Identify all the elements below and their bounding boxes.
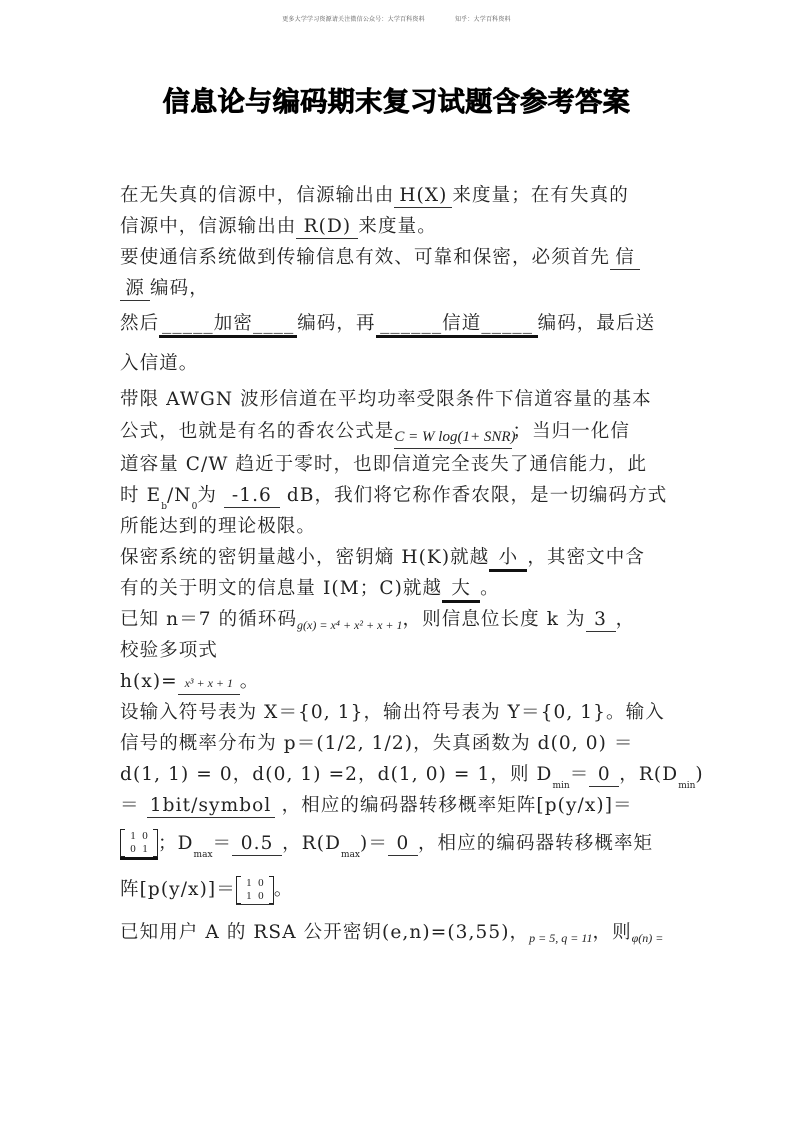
q6-line-3 [120, 759, 704, 791]
q6-answer-dmax: 0.5 [232, 833, 282, 856]
matrix-cell: 1 [246, 889, 252, 902]
q1-text: 信源中，信源输出由 [120, 216, 297, 237]
q4-text: 有的关于明文的信息量 I(M；C)就越 [120, 578, 443, 599]
q5-line-2 [120, 635, 676, 666]
q2-line-4 [120, 344, 676, 384]
q6-line-5 [120, 821, 676, 867]
q2-answer-blank-2: _____加密____ [159, 313, 297, 338]
matrix-cell: 0 [130, 842, 136, 855]
q3-line-3 [120, 449, 676, 480]
q2-text: 编码， [150, 278, 209, 299]
q2-text: 然后 [120, 313, 160, 334]
euler-phi: φ(n) = [631, 931, 664, 945]
q1-line-2 [120, 211, 676, 242]
q2-line-2 [120, 273, 676, 304]
q5-line-1 [120, 604, 676, 635]
q5-text: 校验多项式 [120, 640, 219, 661]
q6-answer-rdmin: 1bit/symbol [147, 795, 275, 818]
q2-text: 编码，最后送 [537, 313, 656, 334]
q6-text: ＝ [212, 833, 233, 854]
q1-answer-blank-2: R(D) [296, 216, 358, 239]
q3-text: 为 [197, 485, 217, 506]
q3-text: 所能达到的理论极限。 [120, 516, 317, 537]
q1-answer-blank-1: H(X) [394, 185, 452, 208]
subscript-max: max [193, 850, 213, 860]
matrix-cell: 0 [258, 876, 264, 889]
shannon-formula: C = W log(1+ SNR) [394, 426, 512, 449]
q4-answer-blank-2: 大 [442, 578, 480, 603]
q3-line-5 [120, 511, 676, 542]
q6-answer-rdmax: 0 [388, 833, 418, 856]
document-body [120, 180, 704, 953]
q6-line-6 [120, 867, 676, 913]
q2-answer-blank-1a: 信 [610, 247, 640, 270]
q6-text: d(1, 1) = 0，d(0, 1) =2，d(1, 0) = 1，则 D [120, 764, 553, 785]
q2-text: 编码，再 [297, 313, 376, 334]
q1-text: 来度量。 [358, 216, 437, 237]
q5-text: 已知 n＝7 的循环码 [120, 609, 298, 630]
q6-answer-matrix-1 [120, 829, 158, 860]
q3-answer-blank: -1.6 [224, 485, 280, 508]
q5-text: h(x)= [120, 671, 178, 692]
q6-text: ＝ [569, 764, 590, 785]
q3-text: 道容量 C/W 趋近于零时，也即信道完全丧失了通信能力，此 [120, 454, 648, 475]
q3-line-2 [120, 415, 676, 449]
q6-text: ，R(D [619, 764, 679, 785]
q4-line-2 [120, 573, 676, 604]
subscript-min: min [678, 781, 696, 791]
q6-text: ) [695, 764, 704, 785]
q3-text: 公式，也就是有名的香农公式是 [120, 421, 395, 442]
q6-text: ，R(D [282, 833, 342, 854]
q2-line-1 [120, 242, 676, 273]
subscript-max: max [341, 850, 361, 860]
q5-text: ， [615, 609, 636, 630]
q4-text: ，其密文中含 [527, 547, 645, 568]
subscript-min: min [552, 781, 570, 791]
q6-text: 设输入符号表为 X＝{0, 1}，输出符号表为 Y＝{0, 1}。输入 [120, 702, 665, 723]
q5-answer-blank-1: 3 [586, 609, 616, 632]
q5-text: 。 [239, 671, 260, 692]
q6-text: ，相应的编码器转移概率矩阵[p(y/x)]＝ [281, 795, 633, 816]
q2-line-3 [120, 304, 676, 344]
q3-text: ；当归一化信 [512, 421, 631, 442]
generator-polynomial: g(x) = x⁴ + x² + x + 1 [297, 618, 403, 632]
matrix-cell: 1 [142, 842, 148, 855]
q5-answer-blank-2: x³ + x + 1 [178, 672, 240, 695]
matrix-cell: 0 [258, 889, 264, 902]
q3-line-4 [120, 480, 676, 511]
matrix-cell: 1 [246, 876, 252, 889]
q5-text: ，则信息位长度 k 为 [402, 609, 586, 630]
matrix-1 [120, 829, 158, 857]
q3-text: dB，我们将它称作香农限，是一切编码方式 [286, 485, 668, 506]
q4-answer-blank-1: 小 [489, 547, 527, 572]
q7-text: 已知用户 A 的 RSA 公开密钥(e,n)=(3,55)， [120, 922, 530, 943]
q2-text: 入信道。 [120, 353, 199, 374]
q6-text: 阵[p(y/x)]＝ [120, 879, 236, 900]
subscript-b: b [161, 502, 167, 512]
q6-line-1 [120, 697, 676, 728]
rsa-primes: p = 5, q = 11 [529, 931, 593, 945]
q2-text: 要使通信系统做到传输信息有效、可靠和保密，必须首先 [120, 247, 611, 268]
q6-text: ；D [158, 833, 194, 854]
q3-text: /N [166, 485, 192, 506]
q6-text: ，相应的编码器转移概率矩 [417, 833, 654, 854]
q6-line-2 [120, 728, 676, 759]
q3-text: 时 E [120, 485, 162, 506]
header-note-wechat: 更多大学学习资源请关注微信公众号：大学百科资料 [282, 16, 425, 23]
matrix-2 [236, 876, 274, 904]
q3-line-1 [120, 384, 676, 415]
q1-text: 在无失真的信源中，信源输出由 [120, 185, 395, 206]
q4-text: 保密系统的密钥量越小，密钥熵 H(K)就越 [120, 547, 490, 568]
q6-text: 。 [273, 879, 294, 900]
q4-text: 。 [480, 578, 500, 599]
q6-text: )＝ [360, 833, 388, 854]
q5-line-3 [120, 666, 676, 697]
document-title: 信息论与编码期末复习试题含参考答案 [162, 87, 631, 118]
subscript-0: 0 [191, 502, 198, 512]
q7-line-1 [120, 913, 676, 953]
q6-answer-matrix-2 [236, 876, 274, 905]
matrix-cell: 0 [142, 829, 148, 842]
q4-line-1 [120, 542, 676, 573]
q1-line-1 [120, 180, 676, 211]
q2-answer-blank-1b: 源 [120, 278, 150, 301]
header-note [0, 14, 793, 23]
q2-answer-blank-3: ______信道_____ [376, 313, 538, 338]
q3-text: 带限 AWGN 波形信道在平均功率受限条件下信道容量的基本 [120, 389, 652, 410]
matrix-cell: 1 [130, 829, 136, 842]
q7-text: ，则 [592, 922, 632, 943]
header-note-zhihu: 知乎：大学百科资料 [454, 16, 511, 23]
q1-text: 来度量；在有失真的 [452, 185, 629, 206]
q6-answer-dmin: 0 [589, 764, 619, 787]
q6-text: 信号的概率分布为 p＝(1/2, 1/2)，失真函数为 d(0, 0) ＝ [120, 733, 634, 754]
q6-text: ＝ [120, 795, 140, 816]
q6-line-4 [120, 790, 676, 821]
